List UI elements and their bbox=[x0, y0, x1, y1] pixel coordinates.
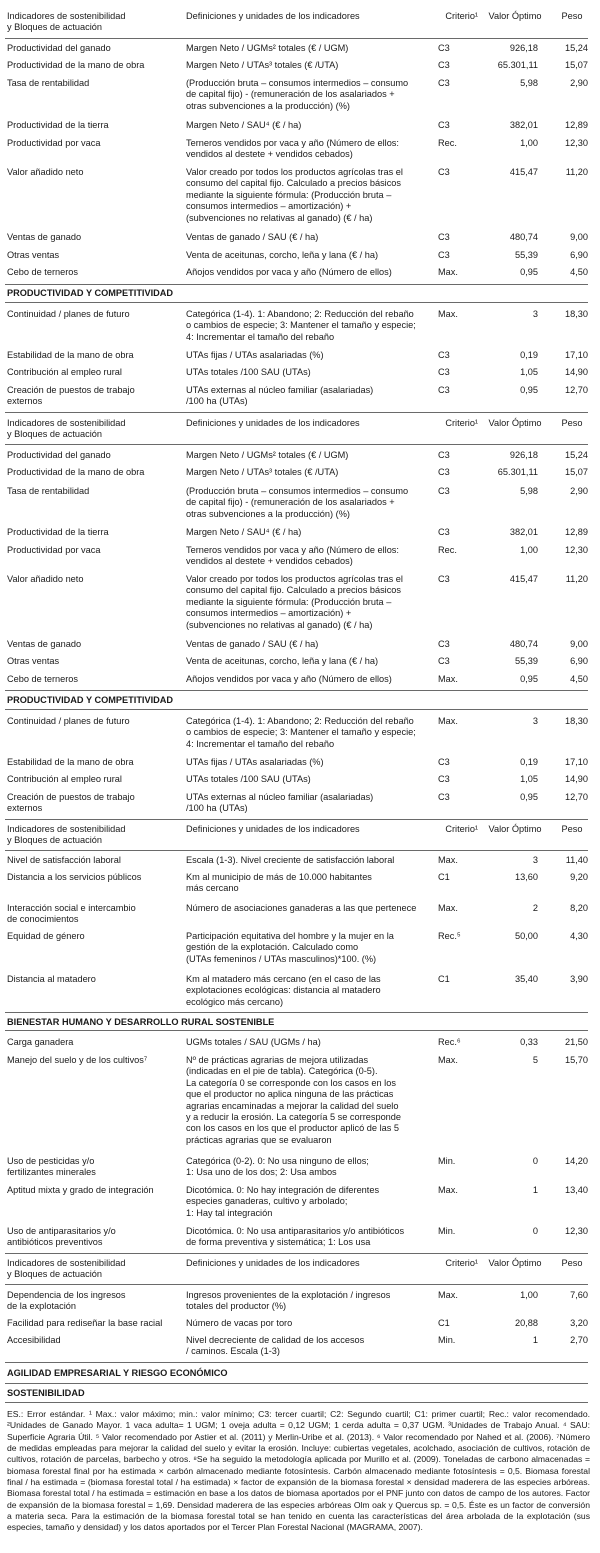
indicator-definition: Ventas de ganado / SAU (€ / ha) bbox=[186, 639, 319, 649]
indicator-definition: (Producción bruta – consumos intermedios – consumo de capital fijo) - (remuneración de los asalariados + otras subvenciones a la producción) (%) bbox=[186, 78, 409, 111]
optimum-value: 2 bbox=[532, 903, 538, 913]
optimum-value: 1,00 bbox=[520, 545, 538, 555]
indicator-name: Productividad del ganado bbox=[7, 450, 111, 460]
indicator-definition: Venta de aceitunas, corcho, leña y lana (€ / ha) bbox=[186, 250, 379, 260]
indicator-name: Uso de antiparasitarios y/o antibióticos preventivos bbox=[7, 1226, 116, 1248]
table-rule bbox=[5, 1402, 588, 1403]
weight-value: 11,20 bbox=[565, 167, 588, 177]
header-weight: Peso bbox=[561, 1258, 583, 1268]
indicator-name: Productividad de la tierra bbox=[7, 120, 109, 130]
criterion: C3 bbox=[438, 167, 450, 177]
indicator-definition: Categórica (0-2). 0: No usa ninguno de ellos; 1: Usa uno de los dos; 2: Usa ambos bbox=[186, 1156, 369, 1178]
indicator-definition: UTAs externas al núcleo familiar (asalariadas) /100 ha (UTAs) bbox=[186, 385, 374, 407]
weight-value: 15,07 bbox=[565, 60, 588, 70]
indicator-name: Productividad de la tierra bbox=[7, 527, 109, 537]
header-criterion: Criterio¹ bbox=[445, 1258, 478, 1268]
criterion: Max. bbox=[438, 903, 458, 913]
weight-value: 12,70 bbox=[565, 385, 588, 395]
weight-value: 17,10 bbox=[565, 757, 588, 767]
weight-value: 6,90 bbox=[570, 656, 588, 666]
table-footnote: ES.: Error estándar. ¹ Max.: valor máximo; min.: valor mínimo; C3: tercer cuartil; C2: Segundo cuartil; C1: primer cuartil; Rec.: valor recomendado. ²Unidades de Ganado Mayor. 1 vaca adulta= 1 UGM; 1 oveja adulta = 0,12 UGM; 1 cerda adulta = 0,37 UGM. ³Unidades de Trabajo Anual. ⁴ SAU: Superficie Agraria Útil. ⁵ Valor recomendado por Astier et al. (2011) y Merlin-Uribe et al. (2013). ⁶ Valor recomendado por Nahed et al. (2006). ⁷Número de medidas empleadas para mejorar la calidad del suelo y evitar la erosión. Incluye: cubiertas vegetales, acolchado, asociación de cultivos, rotación de cultivos, rotación de parcelas, barbecho y otros. ⁸Se ha seguido la metodología aplicada por Murillo et al. (2009). Toneladas de carbono almacenadas = biomasa forestal final por ha estimada × carbón almacenado mediante fotosíntesis. Carbón almacenado mediante fotosíntesis = 0,5. Biomasa forestal final / ha estimada = (biomasa forestal total / ha estimada) × factor de expansión de la biomasa forestal × densidad maderera de las especies arbóreas. Biomasa forestal total / ha estimada = estimación en base a los datos de biomasa aportados por el PNF junto con datos de campo de los autores. Factor de expansión de la biomasa forestal = 1,69. Densidad maderera de las especies arbóreas Olm oak y Quercus sp. = 0,5. Éste es un factor de conversión a materia seca. Para la estimación de la biomasa forestal total se han tenido en cuenta las características del área arbolada de la explotación (sus especies, tamaño y densidad) y los datos aportados por el Tercer Plan Forestal Nacional (MAGRAMA, 2007). bbox=[7, 1409, 590, 1533]
criterion: Max. bbox=[438, 1055, 458, 1065]
weight-value: 2,70 bbox=[570, 1335, 588, 1345]
indicator-name: Estabilidad de la mano de obra bbox=[7, 350, 134, 360]
criterion: C3 bbox=[438, 120, 450, 130]
indicator-definition: Km al municipio de más de 10.000 habitantes más cercano bbox=[186, 872, 372, 894]
criterion: C1 bbox=[438, 872, 450, 882]
optimum-value: 65.301,11 bbox=[497, 467, 538, 477]
weight-value: 8,20 bbox=[570, 903, 588, 913]
optimum-value: 0,95 bbox=[520, 792, 538, 802]
optimum-value: 0,33 bbox=[520, 1037, 538, 1047]
optimum-value: 1 bbox=[532, 1335, 538, 1345]
indicator-definition: Km al matadero más cercano (en el caso de las explotaciones ecológicas: distancia al matadero ecológico más cercano) bbox=[186, 974, 381, 1007]
optimum-value: 0,95 bbox=[520, 385, 538, 395]
indicator-name: Distancia a los servicios públicos bbox=[7, 872, 142, 882]
table-rule bbox=[5, 819, 588, 820]
weight-value: 2,90 bbox=[570, 78, 588, 88]
indicator-definition: Escala (1-3). Nivel creciente de satisfacción laboral bbox=[186, 855, 395, 865]
optimum-value: 20,88 bbox=[515, 1318, 538, 1328]
header-weight: Peso bbox=[561, 418, 583, 428]
header-definition: Definiciones y unidades de los indicadores bbox=[186, 824, 360, 834]
criterion: C3 bbox=[438, 350, 450, 360]
indicator-definition: Nº de prácticas agrarias de mejora utilizadas (indicadas en el pie de tabla). Categórica (0-5). La categoría 0 se corresponde con los casos en los que el productor no aplica ninguna de las prácticas agrarias encaminadas a mejorar la calidad del suelo y a reducir la erosión. La categoría 5 se corresponde con los casos en los que el productor aplicó de las 5 prácticas agrarias que se evaluaron bbox=[186, 1055, 402, 1145]
header-definition: Definiciones y unidades de los indicadores bbox=[186, 418, 360, 428]
indicator-name: Facilidad para rediseñar la base racial bbox=[7, 1318, 163, 1328]
criterion: C3 bbox=[438, 232, 450, 242]
weight-value: 18,30 bbox=[565, 716, 588, 726]
weight-value: 17,10 bbox=[565, 350, 588, 360]
criterion: Max. bbox=[438, 1290, 458, 1300]
header-optimum: Valor Óptimo bbox=[488, 11, 542, 21]
criterion: Rec. bbox=[438, 545, 457, 555]
optimum-value: 0 bbox=[532, 1226, 538, 1236]
indicator-name: Valor añadido neto bbox=[7, 167, 84, 177]
optimum-value: 382,01 bbox=[509, 120, 538, 130]
indicator-name: Contribución al empleo rural bbox=[7, 774, 122, 784]
indicator-definition: UGMs totales / SAU (UGMs / ha) bbox=[186, 1037, 321, 1047]
criterion: C1 bbox=[438, 1318, 450, 1328]
criterion: C3 bbox=[438, 60, 450, 70]
weight-value: 12,89 bbox=[565, 527, 588, 537]
optimum-value: 1,00 bbox=[520, 138, 538, 148]
header-indicator: Indicadores de sostenibilidad y Bloques de actuación bbox=[7, 418, 126, 440]
optimum-value: 13,60 bbox=[515, 872, 538, 882]
header-criterion: Criterio¹ bbox=[445, 11, 478, 21]
criterion: Max. bbox=[438, 267, 458, 277]
indicator-definition: Margen Neto / UGMs² totales (€ / UGM) bbox=[186, 450, 349, 460]
indicator-name: Uso de pesticidas y/o fertilizantes minerales bbox=[7, 1156, 96, 1178]
table-rule bbox=[5, 1284, 588, 1285]
weight-value: 12,30 bbox=[565, 1226, 588, 1236]
criterion: Max. bbox=[438, 1185, 458, 1195]
indicator-definition: UTAs fijas / UTAs asalariadas (%) bbox=[186, 350, 324, 360]
indicator-name: Distancia al matadero bbox=[7, 974, 96, 984]
weight-value: 12,70 bbox=[565, 792, 588, 802]
header-criterion: Criterio¹ bbox=[445, 418, 478, 428]
criterion: C3 bbox=[438, 486, 450, 496]
criterion: Min. bbox=[438, 1156, 456, 1166]
optimum-value: 0,95 bbox=[520, 674, 538, 684]
optimum-value: 50,00 bbox=[515, 931, 538, 941]
optimum-value: 1,05 bbox=[520, 367, 538, 377]
weight-value: 9,00 bbox=[570, 639, 588, 649]
criterion: C3 bbox=[438, 639, 450, 649]
optimum-value: 0,19 bbox=[520, 350, 538, 360]
optimum-value: 5,98 bbox=[520, 78, 538, 88]
weight-value: 9,20 bbox=[570, 872, 588, 882]
weight-value: 7,60 bbox=[570, 1290, 588, 1300]
header-weight: Peso bbox=[561, 11, 583, 21]
criterion: C3 bbox=[438, 367, 450, 377]
weight-value: 15,24 bbox=[565, 450, 588, 460]
indicator-definition: UTAs totales /100 SAU (UTAs) bbox=[186, 367, 311, 377]
header-indicator: Indicadores de sostenibilidad y Bloques de actuación bbox=[7, 11, 126, 33]
table-rule bbox=[5, 690, 588, 691]
section-title: AGILIDAD EMPRESARIAL Y RIESGO ECONÓMICO bbox=[7, 1368, 228, 1378]
indicator-definition: Venta de aceitunas, corcho, leña y lana (€ / ha) bbox=[186, 656, 379, 666]
table-rule bbox=[5, 1362, 588, 1363]
indicator-definition: Margen Neto / UGMs² totales (€ / UGM) bbox=[186, 43, 349, 53]
indicator-definition: UTAs totales /100 SAU (UTAs) bbox=[186, 774, 311, 784]
header-indicator: Indicadores de sostenibilidad y Bloques de actuación bbox=[7, 824, 126, 846]
table-rule bbox=[5, 1253, 588, 1254]
indicator-definition: (Producción bruta – consumos intermedios – consumo de capital fijo) - (remuneración de los asalariados + otras subvenciones a la producción) (%) bbox=[186, 486, 409, 519]
weight-value: 18,30 bbox=[565, 309, 588, 319]
optimum-value: 0,19 bbox=[520, 757, 538, 767]
optimum-value: 1,05 bbox=[520, 774, 538, 784]
indicator-name: Ventas de ganado bbox=[7, 232, 82, 242]
indicator-name: Productividad de la mano de obra bbox=[7, 60, 145, 70]
indicator-name: Dependencia de los ingresos de la explotación bbox=[7, 1290, 126, 1312]
table-rule bbox=[5, 284, 588, 285]
section-title: BIENESTAR HUMANO Y DESARROLLO RURAL SOSTENIBLE bbox=[7, 1017, 275, 1027]
criterion: C3 bbox=[438, 43, 450, 53]
criterion: C3 bbox=[438, 527, 450, 537]
weight-value: 11,20 bbox=[565, 574, 588, 584]
optimum-value: 3 bbox=[532, 309, 538, 319]
indicator-definition: Terneros vendidos por vaca y año (Número de ellos: vendidos al destete + vendidos cebados) bbox=[186, 545, 399, 567]
indicator-name: Aptitud mixta y grado de integración bbox=[7, 1185, 154, 1195]
weight-value: 14,90 bbox=[565, 774, 588, 784]
optimum-value: 382,01 bbox=[509, 527, 538, 537]
criterion: C3 bbox=[438, 467, 450, 477]
optimum-value: 55,39 bbox=[515, 656, 538, 666]
weight-value: 3,20 bbox=[570, 1318, 588, 1328]
indicator-definition: Valor creado por todos los productos agrícolas tras el consumo del capital fijo. Calculado a precios básicos mediante la siguiente fórmula: (Producción bruta – consumos intermedios – amortización) + (subvenciones no relativas al ganado) (€ / ha) bbox=[186, 574, 403, 630]
indicator-definition: Nivel decreciente de calidad de los accesos / caminos. Escala (1-3) bbox=[186, 1335, 365, 1357]
indicator-definition: Añojos vendidos por vaca y año (Número de ellos) bbox=[186, 674, 392, 684]
weight-value: 12,89 bbox=[565, 120, 588, 130]
header-definition: Definiciones y unidades de los indicadores bbox=[186, 1258, 360, 1268]
weight-value: 6,90 bbox=[570, 250, 588, 260]
weight-value: 3,90 bbox=[570, 974, 588, 984]
optimum-value: 0,95 bbox=[520, 267, 538, 277]
table-rule bbox=[5, 1383, 588, 1384]
indicator-name: Equidad de género bbox=[7, 931, 85, 941]
optimum-value: 480,74 bbox=[509, 232, 538, 242]
indicator-name: Cebo de terneros bbox=[7, 674, 78, 684]
indicator-definition: Número de vacas por toro bbox=[186, 1318, 293, 1328]
optimum-value: 926,18 bbox=[509, 43, 538, 53]
indicator-name: Nivel de satisfacción laboral bbox=[7, 855, 121, 865]
header-optimum: Valor Óptimo bbox=[488, 418, 542, 428]
criterion: Max. bbox=[438, 855, 458, 865]
weight-value: 12,30 bbox=[565, 545, 588, 555]
indicator-definition: Margen Neto / UTAs³ totales (€ /UTA) bbox=[186, 60, 339, 70]
table-rule bbox=[5, 412, 588, 413]
weight-value: 9,00 bbox=[570, 232, 588, 242]
weight-value: 12,30 bbox=[565, 138, 588, 148]
header-optimum: Valor Óptimo bbox=[488, 1258, 542, 1268]
optimum-value: 926,18 bbox=[509, 450, 538, 460]
table-rule bbox=[5, 1030, 588, 1031]
indicator-definition: Categórica (1-4). 1: Abandono; 2: Reducción del rebaño o cambios de especie; 3: Mantener el tamaño y especie; 4: Incrementar el tamaño del rebaño bbox=[186, 309, 416, 342]
indicator-definition: UTAs externas al núcleo familiar (asalariadas) /100 ha (UTAs) bbox=[186, 792, 374, 814]
optimum-value: 5,98 bbox=[520, 486, 538, 496]
criterion: C3 bbox=[438, 774, 450, 784]
indicator-name: Creación de puestos de trabajo externos bbox=[7, 385, 135, 407]
indicator-name: Creación de puestos de trabajo externos bbox=[7, 792, 135, 814]
table-rule bbox=[5, 302, 588, 303]
criterion: Rec. bbox=[438, 138, 457, 148]
weight-value: 13,40 bbox=[565, 1185, 588, 1195]
indicator-name: Otras ventas bbox=[7, 656, 60, 666]
table-rule bbox=[5, 850, 588, 851]
indicator-name: Contribución al empleo rural bbox=[7, 367, 122, 377]
weight-value: 4,50 bbox=[570, 267, 588, 277]
optimum-value: 1 bbox=[532, 1185, 538, 1195]
optimum-value: 35,40 bbox=[515, 974, 538, 984]
indicator-name: Productividad de la mano de obra bbox=[7, 467, 145, 477]
header-definition: Definiciones y unidades de los indicadores bbox=[186, 11, 360, 21]
optimum-value: 1,00 bbox=[520, 1290, 538, 1300]
indicator-definition: Valor creado por todos los productos agrícolas tras el consumo del capital fijo. Calculado a precios básicos mediante la siguiente fórmula: (Producción bruta – consumos intermedios – amortización) + (subvenciones no relativas al ganado) (€ / ha) bbox=[186, 167, 403, 223]
header-criterion: Criterio¹ bbox=[445, 824, 478, 834]
indicator-name: Otras ventas bbox=[7, 250, 60, 260]
optimum-value: 415,47 bbox=[509, 574, 538, 584]
criterion: C3 bbox=[438, 574, 450, 584]
criterion: Max. bbox=[438, 309, 458, 319]
criterion: C1 bbox=[438, 974, 450, 984]
indicator-definition: Margen Neto / UTAs³ totales (€ /UTA) bbox=[186, 467, 339, 477]
header-indicator: Indicadores de sostenibilidad y Bloques de actuación bbox=[7, 1258, 126, 1280]
indicator-definition: Ingresos provenientes de la explotación / ingresos totales del productor (%) bbox=[186, 1290, 391, 1312]
optimum-value: 415,47 bbox=[509, 167, 538, 177]
indicator-name: Accesibilidad bbox=[7, 1335, 61, 1345]
indicator-name: Valor añadido neto bbox=[7, 574, 84, 584]
header-weight: Peso bbox=[561, 824, 583, 834]
indicator-definition: Dicotómica. 0: No hay integración de diferentes especies ganaderas, cultivo y arbolado; 1: Hay tal integración bbox=[186, 1185, 380, 1218]
indicator-name: Ventas de ganado bbox=[7, 639, 82, 649]
section-title: PRODUCTIVIDAD Y COMPETITIVIDAD bbox=[7, 695, 174, 705]
criterion: Min. bbox=[438, 1335, 456, 1345]
weight-value: 2,90 bbox=[570, 486, 588, 496]
indicator-definition: Dicotómica. 0: No usa antiparasitarios y/o antibióticos de forma preventiva y sistemática; 1: Los usa bbox=[186, 1226, 405, 1248]
optimum-value: 480,74 bbox=[509, 639, 538, 649]
optimum-value: 55,39 bbox=[515, 250, 538, 260]
indicator-name: Tasa de rentabilidad bbox=[7, 486, 90, 496]
indicator-definition: Participación equitativa del hombre y la mujer en la gestión de la explotación. Calculado como (UTAs femeninos / UTAs masculinos)*100. (%) bbox=[186, 931, 394, 964]
indicator-definition: UTAs fijas / UTAs asalariadas (%) bbox=[186, 757, 324, 767]
table-rule bbox=[5, 1012, 588, 1013]
criterion: C3 bbox=[438, 656, 450, 666]
indicator-name: Continuidad / planes de futuro bbox=[7, 716, 130, 726]
indicator-definition: Número de asociaciones ganaderas a las que pertenece bbox=[186, 903, 417, 913]
weight-value: 15,70 bbox=[565, 1055, 588, 1065]
table-rule bbox=[5, 709, 588, 710]
indicator-name: Tasa de rentabilidad bbox=[7, 78, 90, 88]
indicator-name: Productividad por vaca bbox=[7, 545, 101, 555]
weight-value: 11,40 bbox=[565, 855, 588, 865]
indicator-definition: Margen Neto / SAU⁴ (€ / ha) bbox=[186, 527, 302, 537]
optimum-value: 65.301,11 bbox=[497, 60, 538, 70]
criterion: Rec.⁶ bbox=[438, 1037, 461, 1047]
criterion: Max. bbox=[438, 674, 458, 684]
criterion: C3 bbox=[438, 385, 450, 395]
weight-value: 21,50 bbox=[565, 1037, 588, 1047]
table-rule bbox=[5, 38, 588, 39]
criterion: C3 bbox=[438, 757, 450, 767]
optimum-value: 5 bbox=[532, 1055, 538, 1065]
indicator-definition: Terneros vendidos por vaca y año (Número de ellos: vendidos al destete + vendidos cebados) bbox=[186, 138, 399, 160]
criterion: Rec.⁵ bbox=[438, 931, 461, 941]
weight-value: 14,90 bbox=[565, 367, 588, 377]
optimum-value: 3 bbox=[532, 855, 538, 865]
criterion: C3 bbox=[438, 792, 450, 802]
indicator-name: Estabilidad de la mano de obra bbox=[7, 757, 134, 767]
criterion: C3 bbox=[438, 78, 450, 88]
optimum-value: 0 bbox=[532, 1156, 538, 1166]
criterion: Max. bbox=[438, 716, 458, 726]
indicator-name: Carga ganadera bbox=[7, 1037, 74, 1047]
table-rule bbox=[5, 444, 588, 445]
weight-value: 15,24 bbox=[565, 43, 588, 53]
indicator-name: Continuidad / planes de futuro bbox=[7, 309, 130, 319]
weight-value: 4,30 bbox=[570, 931, 588, 941]
indicator-definition: Margen Neto / SAU⁴ (€ / ha) bbox=[186, 120, 302, 130]
optimum-value: 3 bbox=[532, 716, 538, 726]
header-optimum: Valor Óptimo bbox=[488, 824, 542, 834]
weight-value: 14,20 bbox=[565, 1156, 588, 1166]
indicator-name: Productividad por vaca bbox=[7, 138, 101, 148]
indicator-definition: Ventas de ganado / SAU (€ / ha) bbox=[186, 232, 319, 242]
indicator-name: Manejo del suelo y de los cultivos⁷ bbox=[7, 1055, 148, 1065]
indicator-definition: Añojos vendidos por vaca y año (Número de ellos) bbox=[186, 267, 392, 277]
criterion: C3 bbox=[438, 250, 450, 260]
weight-value: 4,50 bbox=[570, 674, 588, 684]
indicator-name: Productividad del ganado bbox=[7, 43, 111, 53]
indicator-name: Cebo de terneros bbox=[7, 267, 78, 277]
weight-value: 15,07 bbox=[565, 467, 588, 477]
section-title: PRODUCTIVIDAD Y COMPETITIVIDAD bbox=[7, 288, 174, 298]
indicator-name: Interacción social e intercambio de conocimientos bbox=[7, 903, 136, 925]
indicator-definition: Categórica (1-4). 1: Abandono; 2: Reducción del rebaño o cambios de especie; 3: Mantener el tamaño y especie; 4: Incrementar el tamaño del rebaño bbox=[186, 716, 416, 749]
criterion: C3 bbox=[438, 450, 450, 460]
criterion: Min. bbox=[438, 1226, 456, 1236]
section-title: SOSTENIBILIDAD bbox=[7, 1388, 85, 1398]
